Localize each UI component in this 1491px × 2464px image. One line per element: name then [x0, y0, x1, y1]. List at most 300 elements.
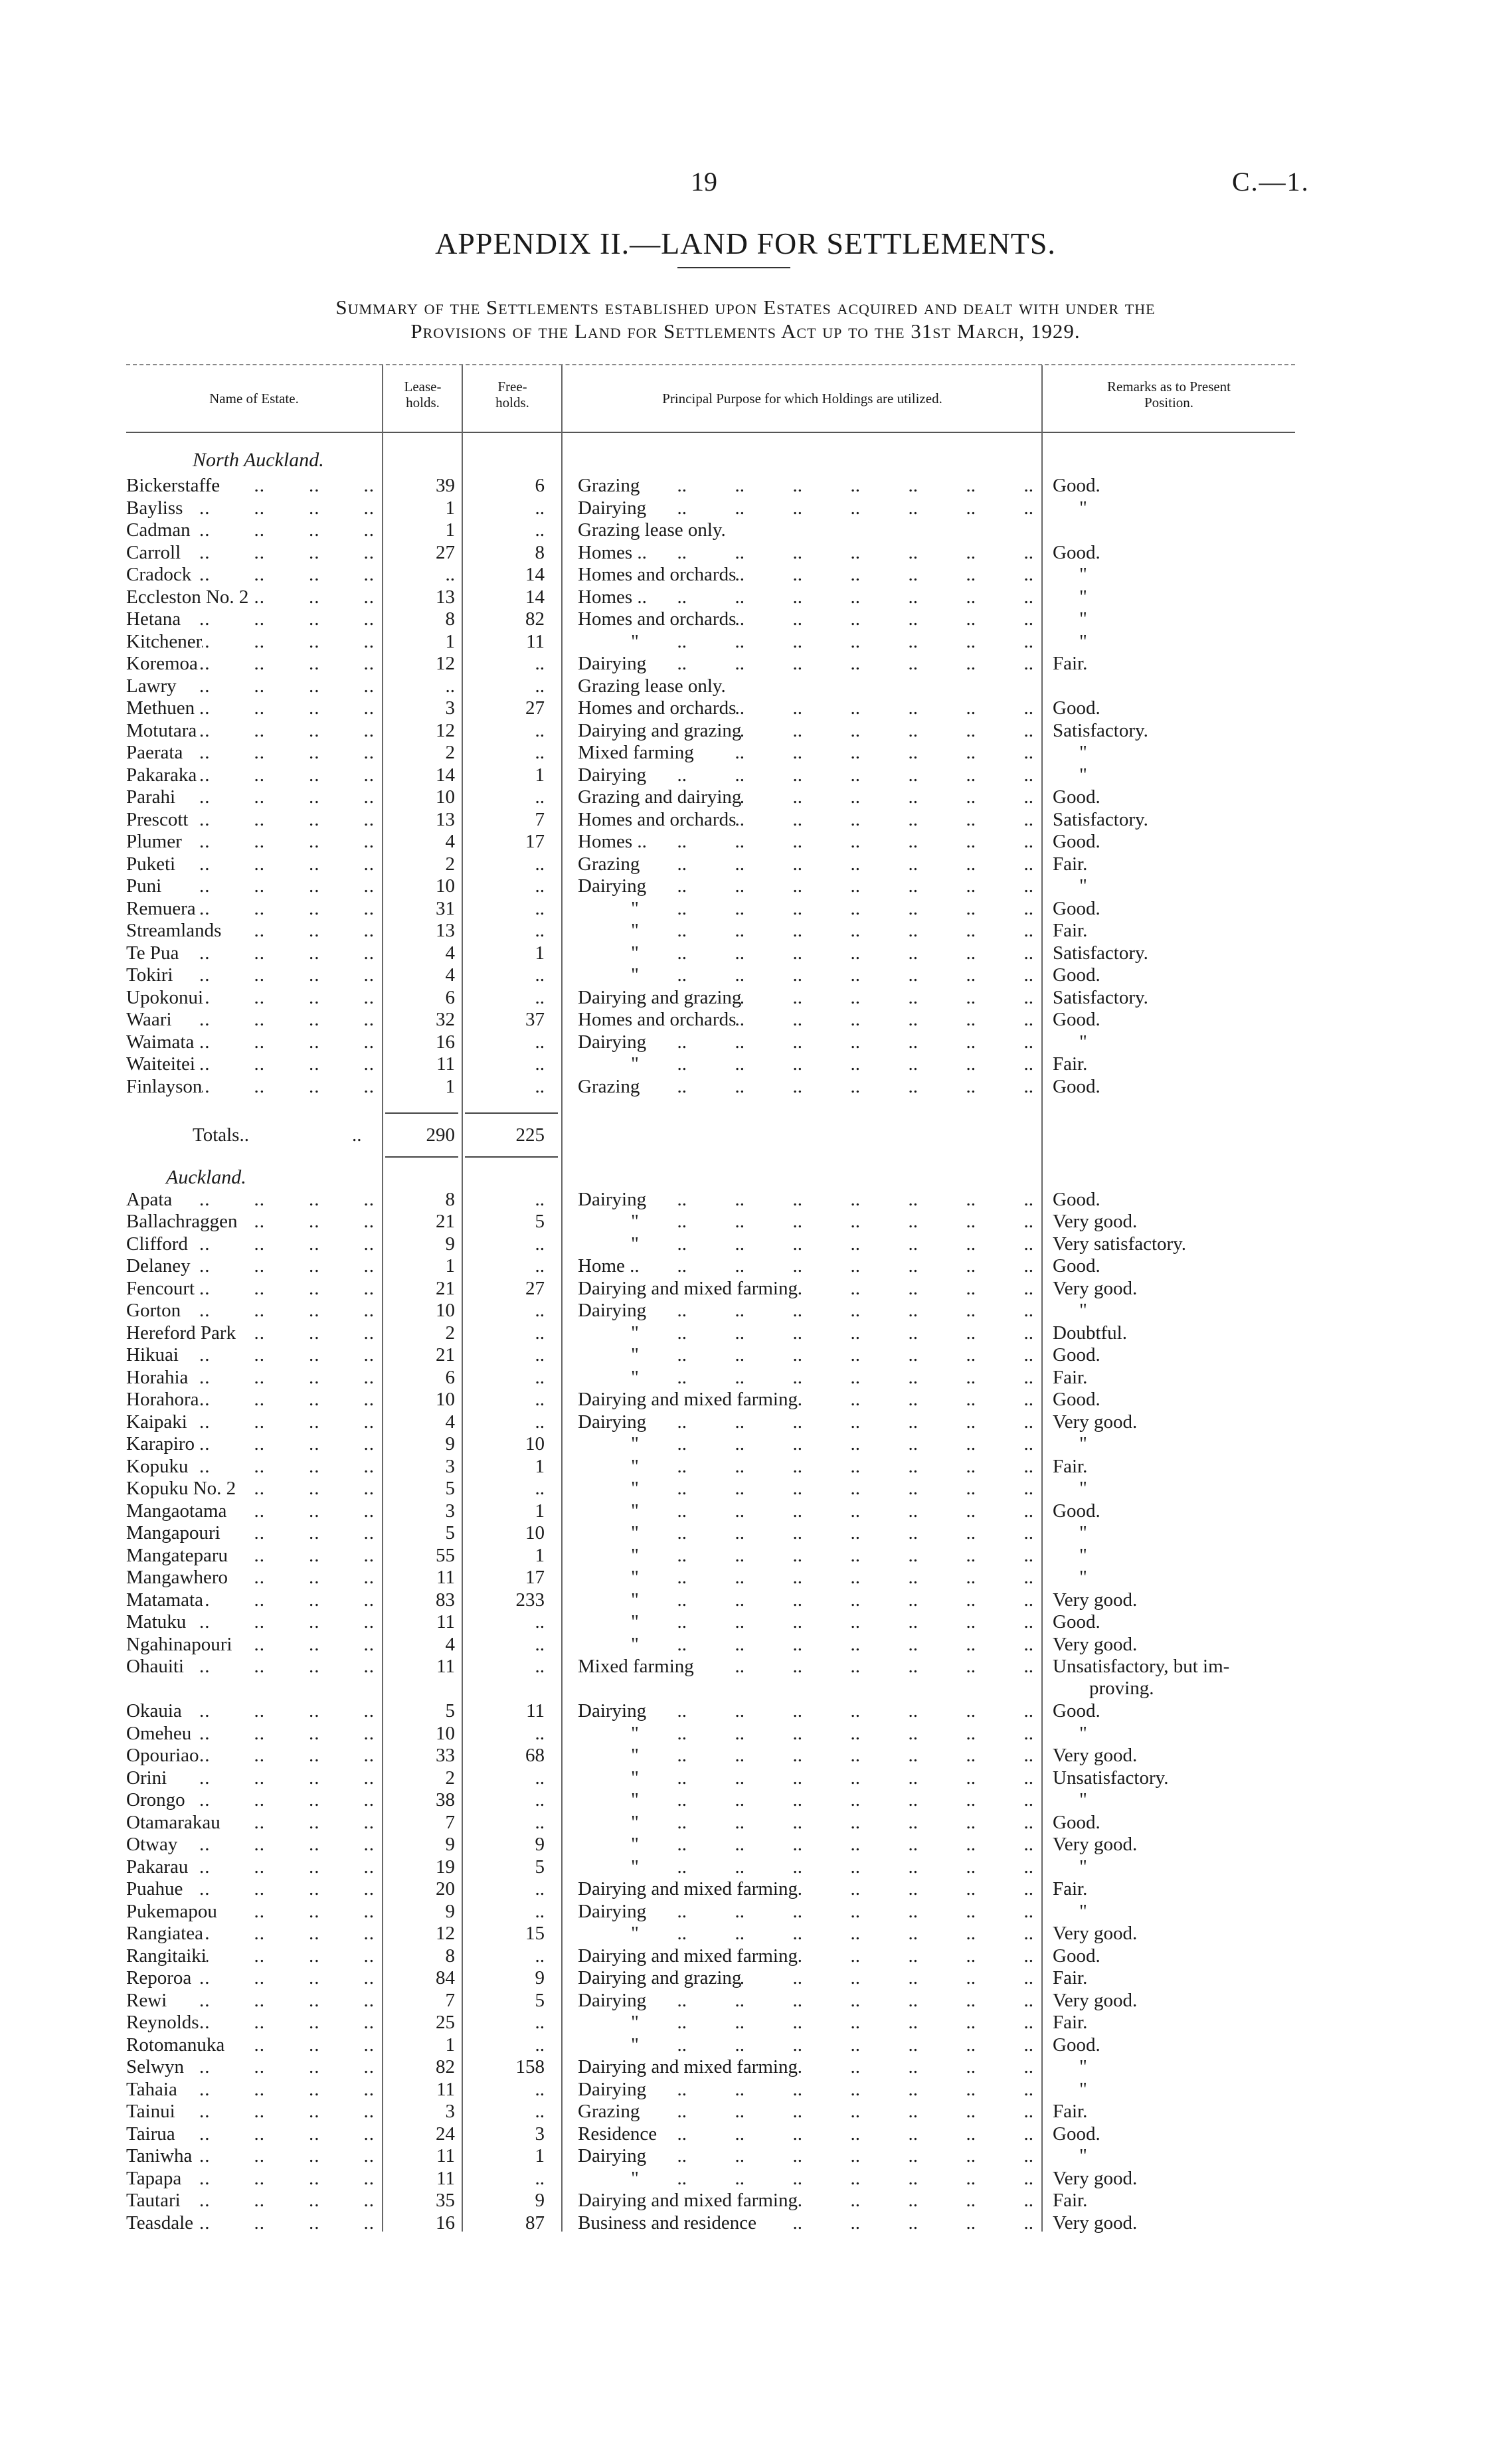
dot-leader — [639, 2012, 1036, 2034]
header-text: holds. — [495, 395, 529, 410]
dot-leader — [639, 898, 1036, 921]
purpose-cell — [578, 964, 1036, 987]
leaseholds-value: 11 — [436, 1053, 455, 1075]
table-row — [0, 742, 1491, 764]
table-row — [0, 1878, 1491, 1901]
purpose-text: Dairying — [578, 1300, 647, 1321]
estate-name-cell — [126, 675, 379, 698]
estate-name: Rangitaiki — [126, 1945, 207, 1967]
estate-name-cell — [126, 697, 379, 720]
dot-leader — [173, 964, 379, 987]
freeholds-value: .. — [535, 1722, 545, 1744]
dot-leader — [736, 1009, 1036, 1031]
table-row — [0, 2123, 1491, 2146]
dot-leader — [639, 1211, 1036, 1233]
purpose-text: " — [631, 1455, 639, 1477]
dot-leader — [202, 631, 379, 654]
remarks-value: " — [1079, 1900, 1087, 1922]
table-row — [0, 1456, 1491, 1478]
estate-name-cell — [126, 586, 379, 609]
purpose-text: Dairying — [578, 875, 647, 897]
estate-name: Puketi — [126, 853, 176, 875]
purpose-cell — [578, 2034, 1036, 2057]
dot-leader — [188, 1233, 379, 1256]
table-row — [0, 475, 1491, 497]
remarks-value: Good. — [1053, 1009, 1100, 1030]
estate-name-cell — [126, 1300, 379, 1322]
leaseholds-value: 3 — [445, 697, 455, 719]
dot-leader — [248, 586, 379, 609]
dot-leader — [646, 1700, 1036, 1723]
estate-name-cell — [126, 2123, 379, 2146]
estate-name-cell — [126, 964, 379, 987]
leaseholds-value: 12 — [436, 1923, 455, 1944]
leaseholds-value: 16 — [436, 2212, 455, 2234]
section-heading — [0, 447, 1491, 475]
dot-leader — [639, 1767, 1036, 1790]
purpose-cell — [578, 675, 1036, 698]
freeholds-value: 17 — [525, 1567, 545, 1588]
leaseholds-value: 7 — [445, 1811, 455, 1833]
purpose-text: " — [631, 942, 639, 964]
table-row — [0, 1700, 1491, 1723]
header-name: Name of Estate. — [209, 391, 299, 406]
remarks-value: Good. — [1053, 1700, 1100, 1721]
estate-name: Mangateparu — [126, 1544, 228, 1566]
freeholds-value: .. — [535, 653, 545, 674]
dot-leader — [736, 608, 1036, 631]
dot-leader — [798, 1389, 1036, 1411]
leaseholds-value: 2 — [445, 853, 455, 875]
freeholds-value: .. — [535, 786, 545, 808]
dot-leader — [192, 2145, 379, 2168]
leaseholds-value: 24 — [436, 2123, 455, 2145]
purpose-cell — [578, 1700, 1036, 1723]
estate-name: Karapiro — [126, 1433, 195, 1454]
purpose-cell — [578, 2168, 1036, 2190]
dot-leader — [639, 1367, 1036, 1389]
leaseholds-value: 6 — [445, 986, 455, 1008]
estate-name-cell — [126, 1433, 379, 1456]
remarks-value: Doubtful. — [1053, 1322, 1127, 1344]
leaseholds-value: 4 — [445, 942, 455, 964]
freeholds-value: .. — [535, 986, 545, 1008]
table-row — [0, 1945, 1491, 1968]
estate-name: Kopuku — [126, 1455, 189, 1477]
estate-name: Reporoa — [126, 1967, 192, 1988]
purpose-text: Grazing lease only. — [578, 675, 726, 697]
table-row — [0, 2012, 1491, 2034]
estate-name-cell — [126, 831, 379, 853]
estate-name: Okauia — [126, 1700, 182, 1721]
remarks-value: Very good. — [1053, 1633, 1138, 1655]
freeholds-value: .. — [535, 1233, 545, 1255]
header-text: Position. — [1144, 395, 1194, 410]
freeholds-value: 5 — [535, 1989, 545, 2011]
purpose-text: " — [631, 1233, 639, 1255]
remarks-value: Good. — [1053, 541, 1100, 563]
purpose-text: Dairying — [578, 653, 647, 674]
freeholds-value: 1 — [535, 2145, 545, 2166]
totals-bottom-rule — [0, 1147, 1491, 1166]
remarks-value: Very good. — [1053, 1834, 1138, 1855]
estate-name-cell — [126, 720, 379, 743]
remarks-value: " — [1079, 764, 1087, 786]
remarks-value: Very good. — [1053, 1989, 1138, 2011]
estate-name-cell — [126, 1278, 379, 1300]
leaseholds-value: 5 — [445, 1700, 455, 1721]
purpose-cell — [578, 1500, 1036, 1523]
freeholds-value: 9 — [535, 1834, 545, 1855]
table-row — [0, 2079, 1491, 2101]
estate-name: Kaipaki — [126, 1411, 187, 1433]
estate-name-cell — [126, 1967, 379, 1990]
estate-name-cell — [126, 2101, 379, 2123]
dot-leader — [640, 1076, 1036, 1099]
dot-leader — [798, 1878, 1036, 1901]
freeholds-value: .. — [535, 1878, 545, 1899]
estate-name-cell — [126, 742, 379, 764]
purpose-cell — [578, 1611, 1036, 1634]
estate-name: Horahora — [126, 1389, 199, 1410]
purpose-text: " — [631, 630, 639, 652]
leaseholds-value: 33 — [436, 1745, 455, 1766]
freeholds-value: .. — [535, 964, 545, 986]
estate-name: Ngahinapouri — [126, 1633, 232, 1655]
remarks-value: " — [1079, 1478, 1087, 1499]
table-row — [0, 697, 1491, 720]
leaseholds-value: 3 — [445, 2101, 455, 2122]
dot-leader — [183, 497, 379, 520]
leaseholds-value: 4 — [445, 1411, 455, 1433]
dot-leader — [228, 1567, 379, 1589]
remarks-value: Fair. — [1053, 653, 1088, 674]
table-row — [0, 497, 1491, 520]
dot-leader — [646, 653, 1036, 675]
dot-leader — [639, 942, 1036, 965]
dot-leader — [639, 1344, 1036, 1367]
freeholds-value: 6 — [535, 475, 545, 496]
estate-name-cell — [126, 898, 379, 921]
leaseholds-value: 1 — [445, 1255, 455, 1276]
estate-name-cell — [126, 1211, 379, 1233]
freeholds-value: 37 — [525, 1009, 545, 1030]
table-row — [0, 1031, 1491, 1054]
purpose-cell — [578, 697, 1036, 720]
dot-leader — [736, 697, 1036, 720]
purpose-text: Dairying — [578, 764, 647, 786]
freeholds-value: .. — [535, 742, 545, 763]
estate-name-cell — [126, 1589, 379, 1612]
estate-name: Ohauiti — [126, 1656, 184, 1677]
remarks-value: Good. — [1053, 1389, 1100, 1410]
table-row — [0, 987, 1491, 1010]
purpose-cell — [578, 1367, 1036, 1389]
remarks-value: Good. — [1053, 2034, 1100, 2056]
table-row — [0, 1901, 1491, 1923]
estate-name: Koremoa — [126, 653, 198, 674]
settlements-table-body — [0, 447, 1491, 2234]
table-row — [0, 1745, 1491, 1767]
remarks-value: " — [1079, 2078, 1087, 2100]
remarks-value: " — [1079, 2056, 1087, 2077]
purpose-text: " — [631, 1433, 639, 1454]
dot-leader — [177, 2079, 379, 2101]
purpose-cell — [578, 987, 1036, 1010]
table-row — [0, 1834, 1491, 1856]
purpose-cell — [578, 1411, 1036, 1434]
purpose-cell — [578, 1344, 1036, 1367]
purpose-cell — [578, 1945, 1036, 1968]
leaseholds-value: 6 — [445, 1366, 455, 1388]
freeholds-value: .. — [535, 1411, 545, 1433]
dot-leader — [188, 1856, 379, 1879]
purpose-cell — [578, 1634, 1036, 1656]
table-row — [0, 1967, 1491, 1990]
purpose-text: " — [631, 1500, 639, 1522]
remarks-value: Fair. — [1053, 920, 1088, 941]
purpose-cell — [578, 1456, 1036, 1478]
dot-leader — [195, 1433, 379, 1456]
purpose-cell — [578, 1233, 1036, 1256]
estate-name-cell — [126, 1812, 379, 1834]
dot-leader — [640, 1255, 1036, 1278]
estate-name: Tautari — [126, 2190, 181, 2211]
table-row — [0, 1611, 1491, 1634]
remarks-value: Very good. — [1053, 2212, 1138, 2234]
purpose-text: Dairying and grazing — [578, 986, 742, 1008]
table-row — [0, 1812, 1491, 1834]
dot-leader — [181, 2190, 379, 2212]
header-text: Free- — [497, 379, 527, 395]
dot-leader — [639, 1723, 1036, 1745]
purpose-cell — [578, 1211, 1036, 1233]
purpose-cell — [578, 1031, 1036, 1054]
dot-leader — [639, 1834, 1036, 1856]
table-row — [0, 519, 1491, 542]
purpose-cell — [578, 1522, 1036, 1545]
dot-leader — [198, 653, 379, 675]
remarks-value: Fair. — [1053, 2190, 1088, 2211]
dot-leader — [183, 742, 379, 764]
title-rule — [677, 267, 790, 268]
estate-name: Methuen — [126, 697, 195, 719]
estate-name: Lawry — [126, 675, 177, 697]
estate-name-cell — [126, 1344, 379, 1367]
purpose-text: " — [631, 1478, 639, 1499]
table-row — [0, 1522, 1491, 1545]
purpose-text: " — [631, 1767, 639, 1789]
table-row — [0, 1189, 1491, 1211]
purpose-text: " — [631, 1722, 639, 1744]
leaseholds-value: 12 — [436, 719, 455, 741]
dot-leader — [657, 2123, 1036, 2146]
remarks-value: " — [1079, 586, 1087, 608]
freeholds-value: .. — [535, 1656, 545, 1677]
purpose-text: " — [631, 1366, 639, 1388]
remarks-value: Good. — [1053, 1255, 1100, 1276]
leaseholds-value: 10 — [436, 1300, 455, 1321]
table-row — [0, 964, 1491, 987]
dot-leader — [195, 1053, 379, 1076]
purpose-text: " — [631, 1834, 639, 1855]
remarks-value: " — [1079, 1856, 1087, 1878]
estate-name: Waimata — [126, 1031, 195, 1053]
estate-name: Tainui — [126, 2101, 175, 2122]
purpose-text: Dairying — [578, 1900, 647, 1922]
freeholds-value: .. — [535, 2167, 545, 2189]
freeholds-value: 7 — [535, 808, 545, 830]
dot-leader — [646, 2145, 1036, 2168]
freeholds-value: 9 — [535, 2190, 545, 2211]
remarks-value: " — [1079, 1433, 1087, 1454]
purpose-cell — [578, 608, 1036, 631]
leaseholds-value: 11 — [436, 2167, 455, 2189]
leaseholds-value: 3 — [445, 1455, 455, 1477]
spacer — [0, 1098, 1491, 1107]
remarks-value: Fair. — [1053, 1967, 1088, 1988]
page-number: 19 — [691, 167, 717, 197]
estate-name: Mangapouri — [126, 1522, 220, 1543]
freeholds-value: 1 — [535, 1500, 545, 1522]
purpose-text: Dairying — [578, 1188, 647, 1210]
leaseholds-value: 3 — [445, 1500, 455, 1522]
purpose-text: Homes and orchards — [578, 697, 737, 719]
dot-leader — [187, 1411, 379, 1434]
dot-leader — [202, 1076, 379, 1099]
dot-leader — [646, 1189, 1036, 1211]
table-row — [0, 764, 1491, 787]
remarks-continuation: proving. — [1089, 1678, 1154, 1699]
dot-leader — [639, 1500, 1036, 1523]
estate-name-cell — [126, 809, 379, 832]
totals-leaseholds: 290 — [426, 1124, 455, 1146]
dot-leader — [646, 1031, 1036, 1054]
purpose-text: " — [631, 1856, 639, 1878]
purpose-cell — [578, 1834, 1036, 1856]
remarks-value: Very good. — [1053, 1277, 1138, 1299]
freeholds-value: 1 — [535, 1455, 545, 1477]
freeholds-value: 15 — [525, 1923, 545, 1944]
dot-leader — [199, 1389, 379, 1411]
estate-name: Hikuai — [126, 1344, 179, 1365]
purpose-cell — [578, 1789, 1036, 1812]
leaseholds-value: 19 — [436, 1856, 455, 1878]
estate-name: Paerata — [126, 742, 183, 763]
remarks-value: Fair. — [1053, 1878, 1088, 1899]
dot-leader — [199, 1745, 379, 1767]
freeholds-value: .. — [535, 719, 545, 741]
dot-leader — [639, 1923, 1036, 1945]
dot-leader — [203, 987, 379, 1010]
estate-name: Cadman — [126, 519, 191, 541]
purpose-text: " — [631, 1344, 639, 1365]
purpose-cell — [578, 1433, 1036, 1456]
dot-leader — [177, 1834, 379, 1856]
dot-leader — [646, 1300, 1036, 1322]
freeholds-value: 3 — [535, 2123, 545, 2145]
leaseholds-value: 10 — [436, 875, 455, 897]
leaseholds-value: 11 — [436, 1611, 455, 1632]
remarks-value: Very good. — [1053, 2167, 1138, 2189]
header-text: Remarks as to Present — [1106, 379, 1231, 395]
remarks-value: Good. — [1053, 475, 1100, 496]
freeholds-value: 1 — [535, 942, 545, 964]
leaseholds-value: 21 — [436, 1211, 455, 1232]
estate-name: Fencourt — [126, 1277, 195, 1299]
purpose-text: Dairying and mixed farming — [578, 2056, 798, 2077]
estate-name-cell — [126, 475, 379, 497]
dot-leader — [181, 542, 379, 565]
purpose-text: Dairying — [578, 497, 647, 519]
table-row — [0, 853, 1491, 876]
dot-leader — [639, 1433, 1036, 1456]
estate-name: Otway — [126, 1834, 178, 1855]
remarks-value: Fair. — [1053, 2012, 1088, 2033]
estate-name: Rotomanuka — [126, 2034, 225, 2056]
purpose-cell — [578, 742, 1036, 764]
remarks-value: Very good. — [1053, 1745, 1138, 1766]
remarks-value: Fair. — [1053, 1455, 1088, 1477]
purpose-text: Dairying — [578, 1989, 647, 2011]
leaseholds-value: 84 — [436, 1967, 455, 1988]
estate-name-cell — [126, 1053, 379, 1076]
estate-name-cell — [126, 1076, 379, 1099]
estate-name: Rangiatea — [126, 1923, 203, 1944]
purpose-text: " — [631, 1923, 639, 1944]
dot-leader — [639, 1522, 1036, 1545]
leaseholds-value: 1 — [445, 2034, 455, 2056]
table-row — [0, 2212, 1491, 2235]
estate-name: Delaney — [126, 1255, 191, 1276]
dot-leader — [179, 1344, 379, 1367]
purpose-text: Grazing — [578, 2101, 640, 2122]
header-text: holds. — [406, 395, 440, 410]
estate-name-cell — [126, 764, 379, 787]
leaseholds-value: 1 — [445, 1075, 455, 1097]
table-row — [0, 831, 1491, 853]
purpose-text: Dairying and mixed farming — [578, 1878, 798, 1899]
table-row — [0, 653, 1491, 675]
remarks-value: Good. — [1053, 897, 1100, 919]
header-text: Lease- — [404, 379, 442, 395]
estate-name-cell — [126, 786, 379, 809]
remarks-value: Good. — [1053, 1611, 1100, 1632]
purpose-cell — [578, 1812, 1036, 1834]
table-row — [0, 1433, 1491, 1456]
purpose-text: " — [631, 1567, 639, 1588]
freeholds-value: .. — [535, 1767, 545, 1789]
remarks-value: Fair. — [1053, 1366, 1088, 1388]
purpose-text: " — [631, 2012, 639, 2033]
table-row — [0, 608, 1491, 631]
estate-name: Puni — [126, 875, 162, 897]
leaseholds-value: 11 — [436, 2078, 455, 2100]
freeholds-value: .. — [535, 920, 545, 941]
remarks-value: " — [1079, 630, 1087, 652]
dot-leader — [647, 831, 1036, 853]
purpose-cell — [578, 1009, 1036, 1031]
dot-leader — [196, 898, 379, 921]
estate-name-cell — [126, 1767, 379, 1790]
dot-leader — [639, 1478, 1036, 1500]
leaseholds-value: 10 — [436, 1389, 455, 1410]
estate-name-cell — [126, 853, 379, 876]
table-row — [0, 2168, 1491, 2190]
dot-leader — [798, 2190, 1036, 2212]
purpose-text: " — [631, 1053, 639, 1075]
dot-leader — [191, 1255, 379, 1278]
